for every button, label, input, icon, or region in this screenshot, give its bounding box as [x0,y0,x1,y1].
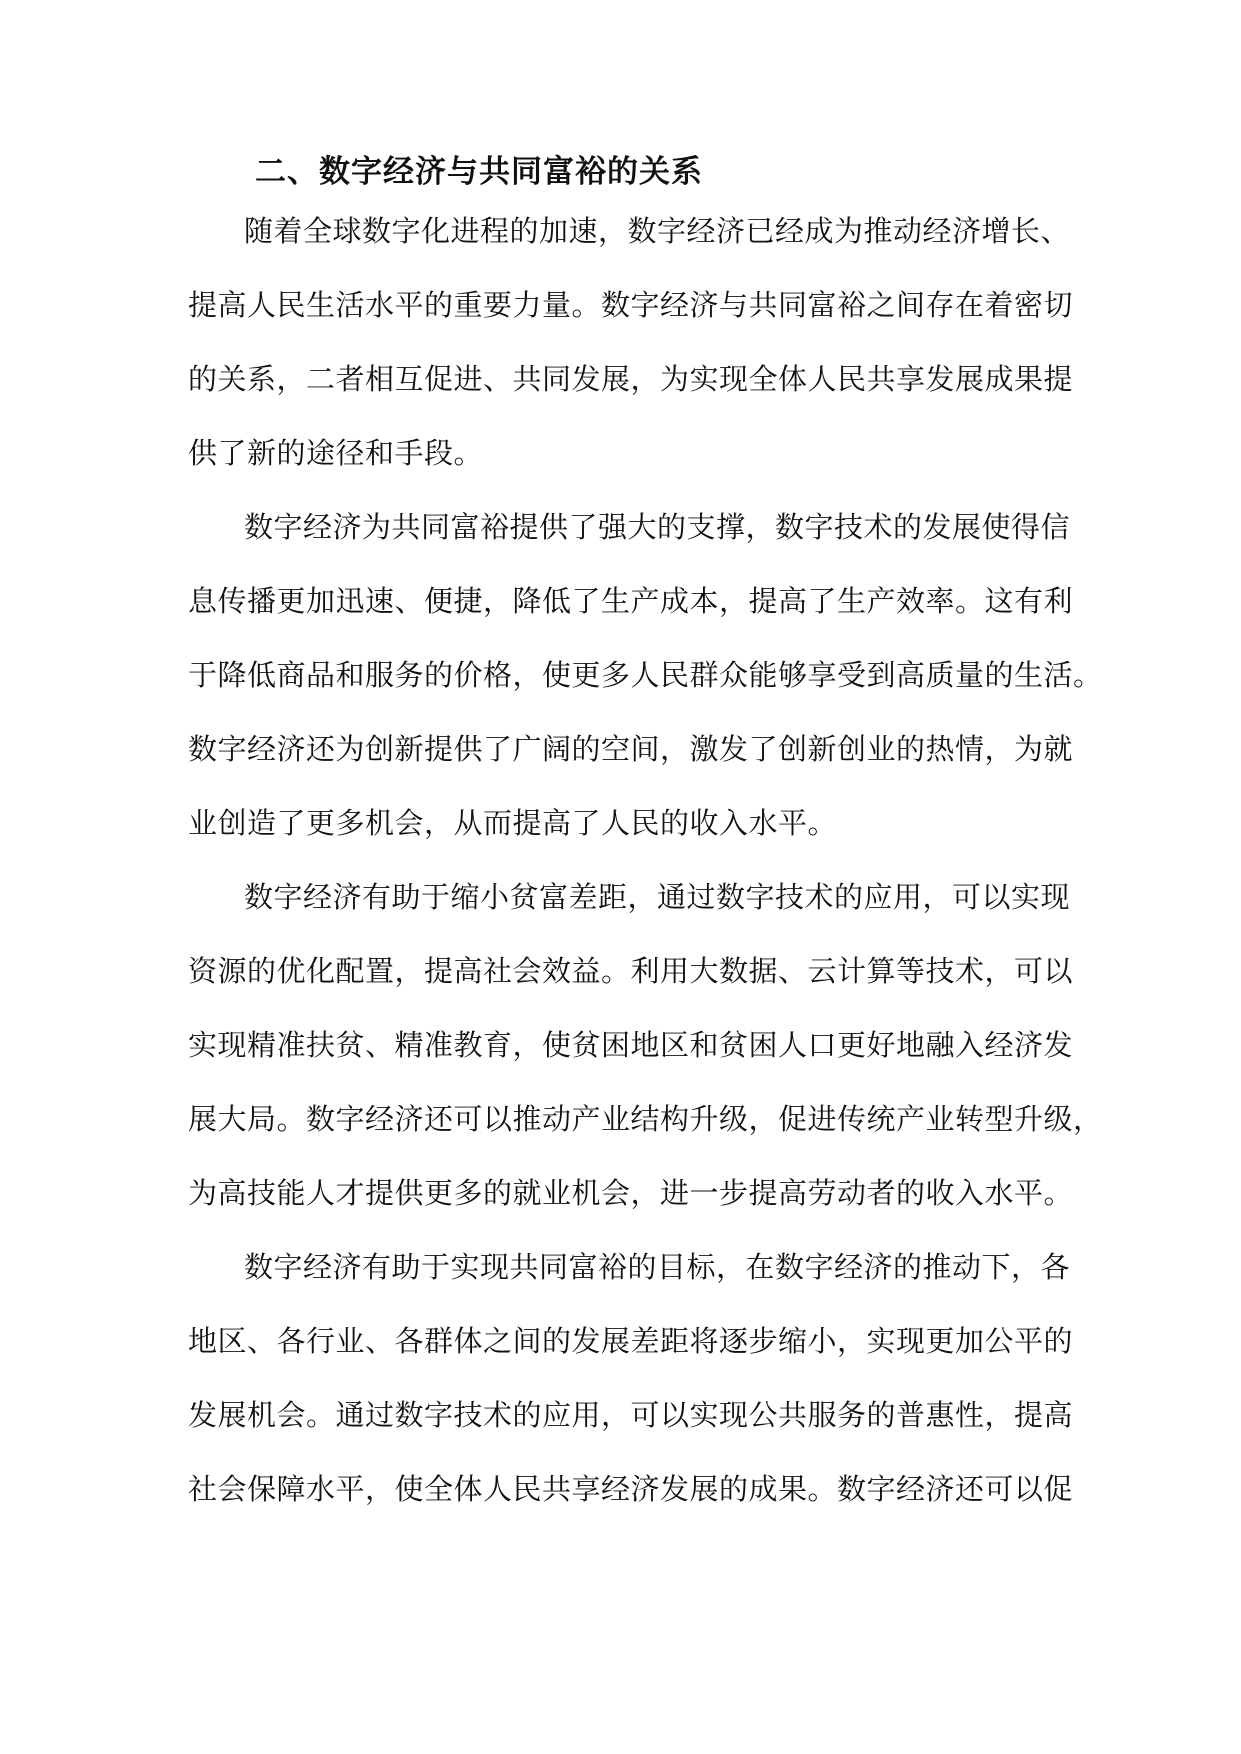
paragraph-3-line-1: 数字经济有助于缩小贫富差距，通过数字技术的应用，可以实现 [244,880,1071,914]
paragraph-2-line-2: 息传播更加迅速、便捷，降低了生产成本，提高了生产效率。这有利 [188,584,1074,618]
paragraph-4-line-3: 发展机会。通过数字技术的应用，可以实现公共服务的普惠性，提高 [188,1398,1074,1432]
paragraph-3-line-5: 为高技能人才提供更多的就业机会，进一步提高劳动者的收入水平。 [188,1176,1074,1210]
paragraph-3-line-4: 展大局。数字经济还可以推动产业结构升级，促进传统产业转型升级， [188,1102,1103,1136]
paragraph-1-line-2: 提高人民生活水平的重要力量。数字经济与共同富裕之间存在着密切 [188,288,1074,322]
paragraph-3-line-3: 实现精准扶贫、精准教育，使贫困地区和贫困人口更好地融入经济发 [188,1028,1074,1062]
paragraph-2-line-4: 数字经济还为创新提供了广阔的空间，激发了创新创业的热情，为就 [188,732,1074,766]
paragraph-2-line-1: 数字经济为共同富裕提供了强大的支撑，数字技术的发展使得信 [244,510,1071,544]
paragraph-4-line-2: 地区、各行业、各群体之间的发展差距将逐步缩小，实现更加公平的 [188,1324,1074,1358]
paragraph-2-line-5: 业创造了更多机会，从而提高了人民的收入水平。 [188,806,838,840]
paragraph-4-line-1: 数字经济有助于实现共同富裕的目标，在数字经济的推动下，各 [244,1250,1071,1284]
paragraph-4-line-4: 社会保障水平，使全体人民共享经济发展的成果。数字经济还可以促 [188,1472,1074,1506]
paragraph-3-line-2: 资源的优化配置，提高社会效益。利用大数据、云计算等技术，可以 [188,954,1074,988]
paragraph-1-line-1: 随着全球数字化进程的加速，数字经济已经成为推动经济增长、 [244,214,1071,248]
paragraph-1-line-3: 的关系，二者相互促进、共同发展，为实现全体人民共享发展成果提 [188,362,1074,396]
paragraph-1-line-4: 供了新的途径和手段。 [188,436,484,470]
paragraph-2-line-3: 于降低商品和服务的价格，使更多人民群众能够享受到高质量的生活。 [188,658,1103,692]
section-heading: 二、数字经济与共同富裕的关系 [255,154,703,190]
